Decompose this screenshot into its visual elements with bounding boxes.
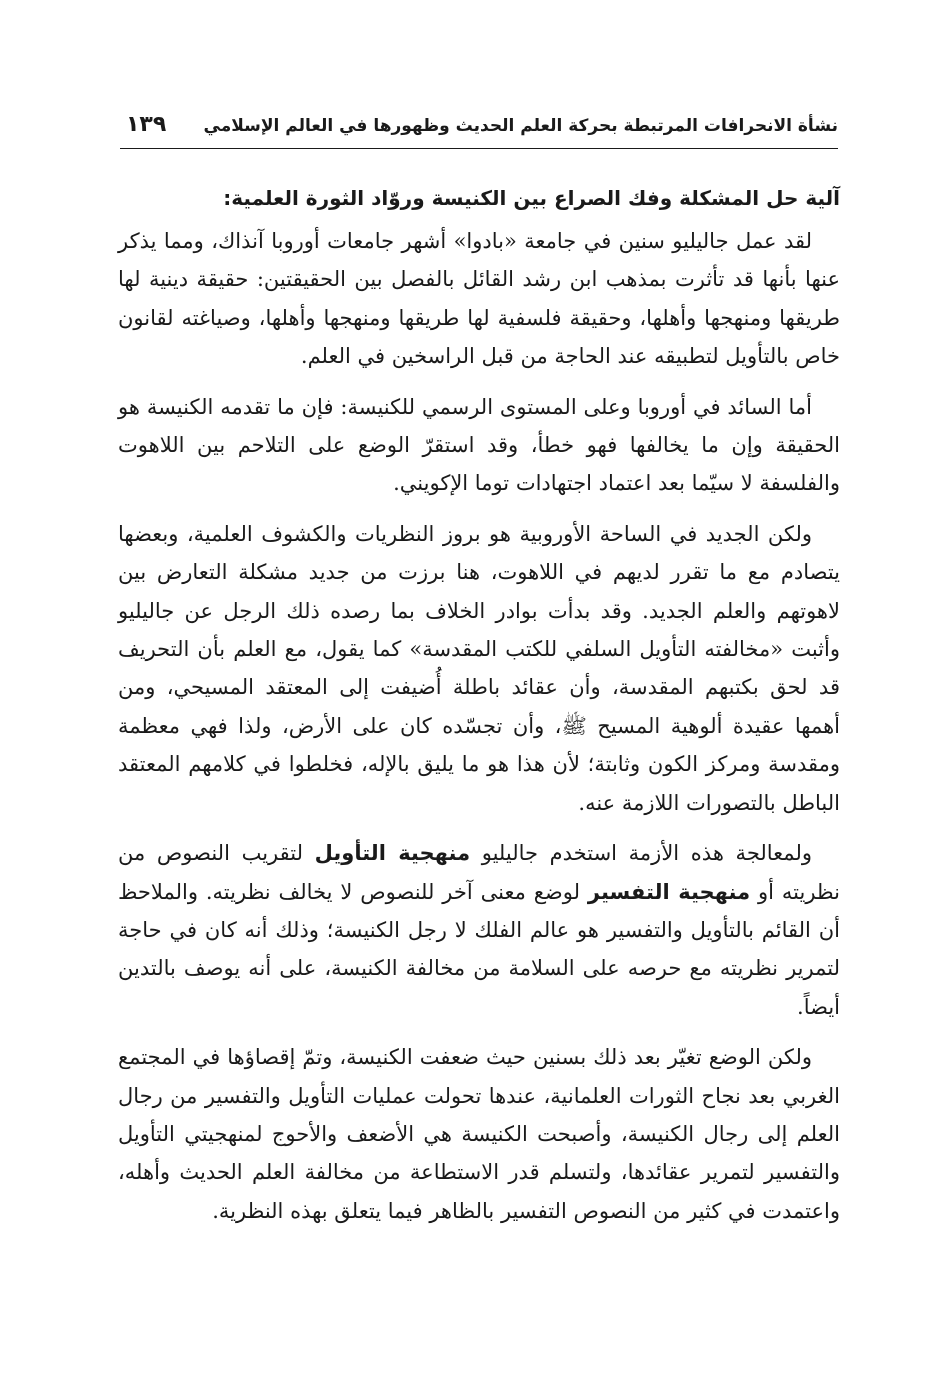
bold-term-tafsir: منهجية التفسير <box>587 879 751 904</box>
page-number: ١٣٩ <box>126 112 167 137</box>
paragraph-2: أما السائد في أوروبا وعلى المستوى الرسمي للكنيسة: فإن ما تقدمه الكنيسة هو الحقيقة وإن ما يخالفها فهو خطأ، وقد استقرّ الوضع على التلاحم بين اللاهوت والفلسفة لا سيّما بعد اعتماد اجتهادات توما الإكويني. <box>118 394 840 496</box>
paragraph-4-text-end: لوضع معنى آخر للنصوص لا يخالف نظريته. والملاحظ أن القائم بالتأويل والتفسير هو عالم الفلك لا رجل الكنيسة؛ وذلك أنه كان في حاجة لتمرير نظريته مع حرصه على السلامة من مخالفة الكنيسة، على أنه يوصف بالتدين أيضاً. <box>118 879 840 1019</box>
page-body <box>118 180 840 1242</box>
paragraph-4-text-middle: لتقريب النصوص من نظريته أو <box>118 841 840 904</box>
running-header <box>120 112 838 152</box>
paragraph-3: ولكن الجديد في الساحة الأوروبية هو بروز النظريات والكشوف العلمية، وبعضها يتصادم مع ما تقرر لديهم في اللاهوت، هنا برزت من جديد مشكلة التعارض بين لاهوتهم والعلم الجديد. وقد بدأت بوادر الخلاف بما رصده ذلك الرجل عن جاليليو وأثبت «مخالفته التأويل السلفي للكتب المقدسة» كما يقول، مع العلم بأن التحريف قد لحق بكتبهم المقدسة، وأن عقائد باطلة أُضيفت إلى المعتقد المسيحي، ومن أهمها عقيدة ألوهية المسيح ﷺ، وأن تجسّده كان على الأرض، ولذا فهي معظمة ومقدسة ومركز الكون وثابتة؛ لأن هذا هو ما يليق بالإله، فخلطوا في كلامهم المعتقد الباطل بالتصورات اللازمة عنه. <box>118 521 840 815</box>
running-header-title: نشأة الانحرافات المرتبطة بحركة العلم الحديث وظهورها في العالم الإسلامي <box>203 116 838 136</box>
header-rule <box>120 148 838 149</box>
paragraph-4-text-start: ولمعالجة هذه الأزمة استخدم جاليليو <box>470 841 812 866</box>
section-heading: آلية حل المشكلة وفك الصراع بين الكنيسة وروّاد الثورة العلمية: <box>223 186 840 210</box>
paragraph-4 <box>118 834 840 1026</box>
bold-term-tawil: منهجية التأويل <box>314 841 471 866</box>
paragraph-5: ولكن الوضع تغيّر بعد ذلك بسنين حيث ضعفت الكنيسة، وتمّ إقصاؤها في المجتمع الغربي بعد نجاح الثورات العلمانية، عندها تحولت عمليات التأويل والتفسير من رجال العلم إلى رجال الكنيسة، وأصبحت الكنيسة هي الأضعف والأحوج لمنهجيتي التأويل والتفسير لتمرير عقائدها، ولتسلم قدر الاستطاعة من مخالفة العلم الحديث وأهله، واعتمدت في كثير من النصوص التفسير بالظاهر فيما يتعلق بهذه النظرية. <box>118 1045 840 1223</box>
paragraph-1: لقد عمل جاليليو سنين في جامعة «بادوا» أشهر جامعات أوروبا آنذاك، ومما يذكر عنها بأنها قد تأثرت بمذهب ابن رشد القائل بالفصل بين الحقيقتين: حقيقة دينية لها طريقها ومنهجها وأهلها، وحقيقة فلسفية لها طريقها ومنهجها وأهلها، وصياغته لقانون خاص بالتأويل لتطبيقه عند الحاجة من قبل الراسخين في العلم. <box>118 229 840 369</box>
